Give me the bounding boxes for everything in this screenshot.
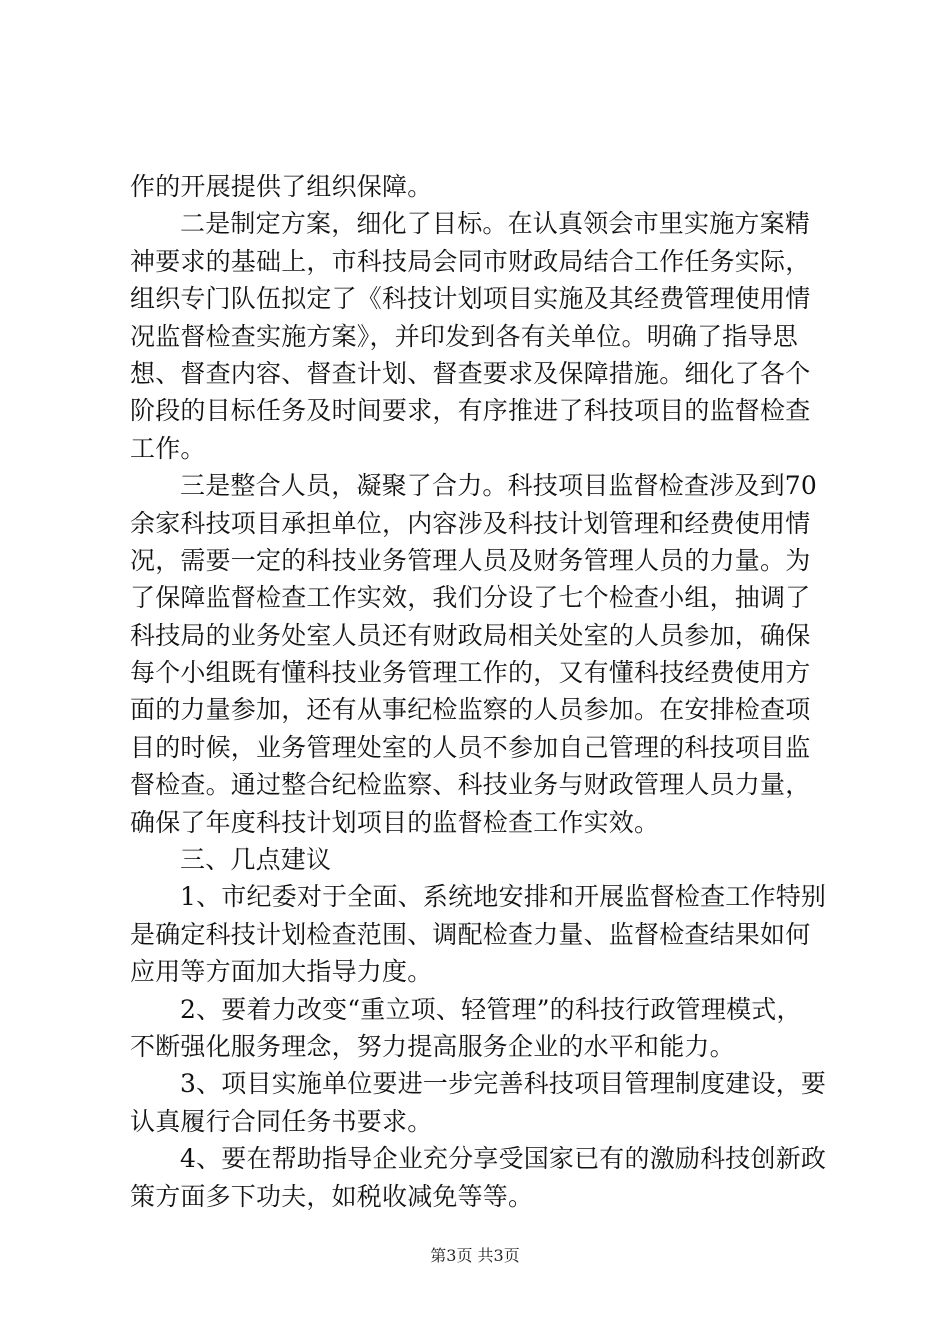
- text-line: 余家科技项目承担单位，内容涉及科技计划管理和经费使用情: [130, 508, 811, 538]
- text-line: 阶段的目标任务及时间要求，有序推进了科技项目的监督检查: [130, 396, 811, 426]
- paragraph-start-line: 1、市纪委对于全面、系统地安排和开展监督检查工作特别: [180, 882, 827, 912]
- section-heading: 三、几点建议: [180, 845, 332, 875]
- text-line: 督检查。通过整合纪检监察、科技业务与财政管理人员力量，: [130, 770, 811, 800]
- text-line: 应用等方面加大指导力度。: [130, 957, 433, 987]
- text-line: 面的力量参加，还有从事纪检监察的人员参加。在安排检查项: [130, 695, 811, 725]
- text-line: 作的开展提供了组织保障。: [130, 172, 433, 201]
- text-line: 况监督检查实施方案》，并印发到各有关单位。明确了指导思: [130, 321, 798, 351]
- text-line: 况，需要一定的科技业务管理人员及财务管理人员的力量。为: [130, 545, 811, 575]
- text-line: 确保了年度科技计划项目的监督检查工作实效。: [130, 807, 660, 837]
- text-line: 神要求的基础上，市科技局会同市财政局结合工作任务实际，: [130, 246, 811, 276]
- text-line: 组织专门队伍拟定了《科技计划项目实施及其经费管理使用情: [130, 284, 811, 314]
- text-line: 认真履行合同任务书要求。: [130, 1106, 433, 1136]
- paragraph-start-line: 三是整合人员，凝聚了合力。科技项目监督检查涉及到70: [180, 471, 818, 501]
- paragraph-start-line: 二是制定方案，细化了目标。在认真领会市里实施方案精: [180, 209, 811, 239]
- page-number-footer: 第3页 共3页: [430, 1246, 520, 1265]
- text-line: 目的时候，业务管理处室的人员不参加自己管理的科技项目监: [130, 732, 811, 762]
- paragraph-start-line: 2、要着力改变“重立项、轻管理”的科技行政管理模式，: [180, 994, 802, 1024]
- text-line: 策方面多下功夫，如税收减免等等。: [130, 1181, 534, 1211]
- text-line: 是确定科技计划检查范围、调配检查力量、监督检查结果如何: [130, 919, 811, 949]
- text-line: 想、督查内容、督查计划、督查要求及保障措施。细化了各个: [130, 358, 811, 388]
- text-line: 不断强化服务理念，努力提高服务企业的水平和能力。: [130, 1031, 735, 1061]
- paragraph-start-line: 4、要在帮助指导企业充分享受国家已有的激励科技创新政: [180, 1144, 827, 1174]
- text-line: 工作。: [130, 433, 206, 463]
- paragraph-start-line: 3、项目实施单位要进一步完善科技项目管理制度建设，要: [180, 1069, 827, 1099]
- text-line: 每个小组既有懂科技业务管理工作的，又有懂科技经费使用方: [130, 658, 811, 688]
- text-line: 科技局的业务处室人员还有财政局相关处室的人员参加，确保: [130, 620, 811, 650]
- document-body: [130, 168, 830, 1215]
- text-line: 了保障监督检查工作实效，我们分设了七个检查小组，抽调了: [130, 583, 811, 613]
